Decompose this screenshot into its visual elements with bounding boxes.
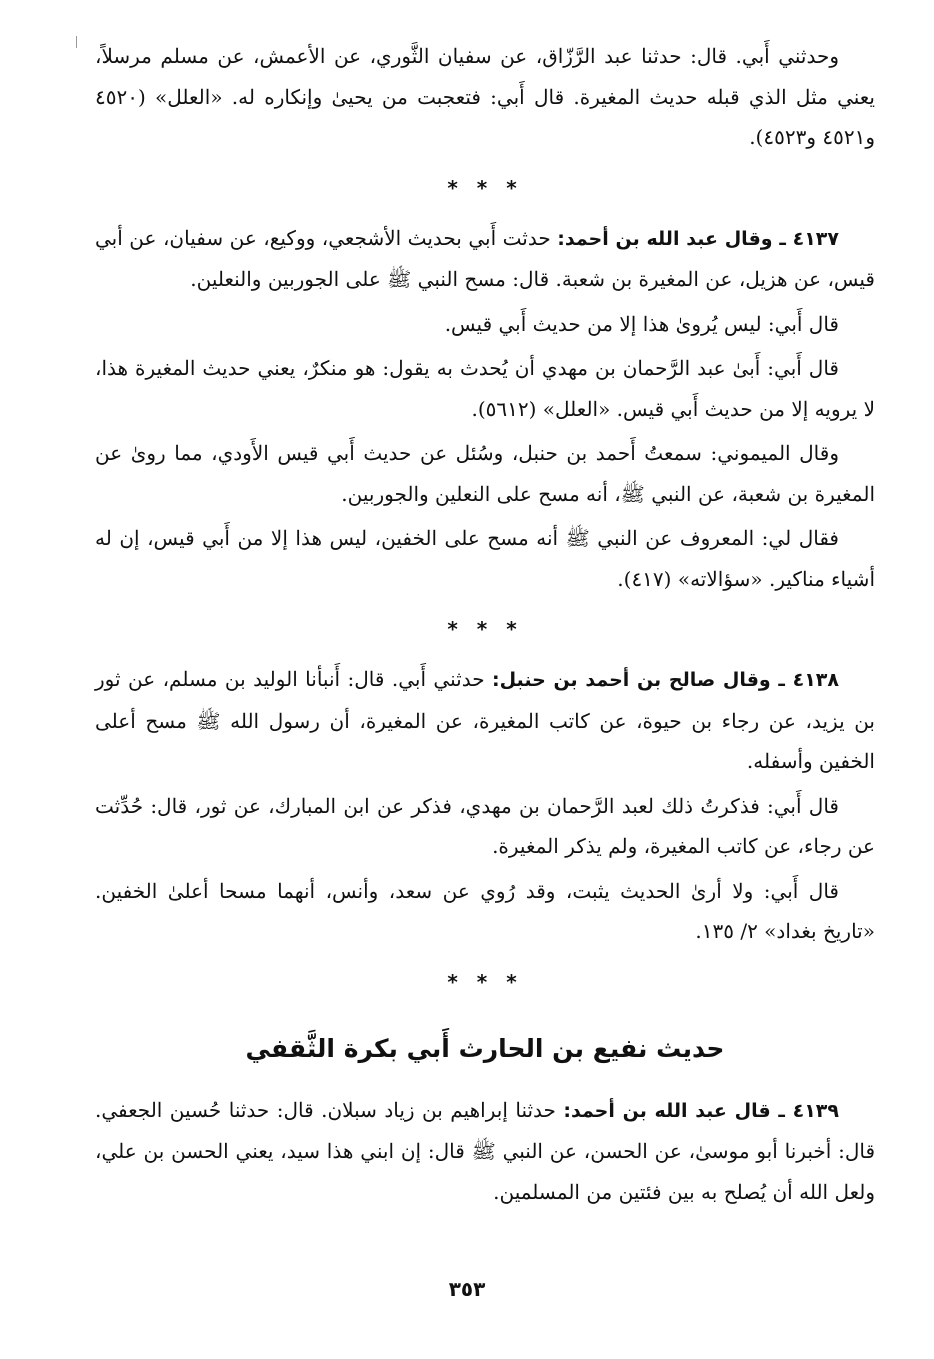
entry-4138-lead: ٤١٣٨ ـ وقال صالح بن أحمد بن حنبل:: [492, 669, 839, 691]
page-number: ٣٥٣: [448, 1277, 486, 1301]
section-separator: * * *: [447, 175, 523, 200]
entry-4138-text: حدثني أَبي. قال: أَنبأنا الوليد بن مسلم، عن ثور بن يزيد، عن رجاء بن حيوة، عن كاتب المغيرة، عن المغيرة، أن رسول الله ﷺ مسح أعلى الخفين وأسفله.: [95, 667, 875, 773]
entry-4139: [95, 1090, 875, 1213]
entry-4137-comment-1: قال أَبي: ليس يُروىٰ هذا إلا من حديث أَبي قيس.: [444, 311, 839, 336]
entry-4138: [95, 659, 875, 782]
entry-4137-lead: ٤١٣٧ ـ وقال عبد الله بن أحمد:: [557, 227, 839, 250]
chapter-heading: حديث نفيع بن الحارث أَبي بكرة الثَّقفي: [245, 1033, 725, 1063]
margin-mark: [76, 36, 77, 48]
entry-4139-text: حدثنا إبراهيم بن زياد سبلان. قال: حدثنا حُسين الجعفي. قال: أخبرنا أبو موسىٰ، عن الحسن، عن النبي ﷺ قال: إن ابني هذا سيد، يعني الحسن بن علي، ولعل الله أن يُصلح به بين فئتين من المسلمين.: [95, 1097, 876, 1204]
section-separator: * * *: [447, 969, 523, 994]
section-separator: * * *: [447, 617, 523, 641]
entry-4139-lead: ٤١٣٩ ـ قال عبد الله بن أحمد:: [563, 1099, 839, 1122]
entry-4138-comment-2: قال أَبي: ولا أرىٰ الحديث يثبت، وقد رُوي عن سعد، وأنس، أنهما مسحا أعلىٰ الخفين. «تاريخ بغداد» ٢/ ١٣٥.: [95, 878, 875, 943]
entry-4137-comment-2: قال أَبي: أَبىٰ عبد الرَّحمان بن مهدي أن يُحدث به يقول: هو منكرٌ، يعني حديث المغيرة هذا، لا يرويه إلا من حديث أَبي قيس. «العلل» (٥٦١٢).: [95, 356, 875, 421]
entry-4137-comment-4: فقال لي: المعروف عن النبي ﷺ أنه مسح على الخفين، ليس هذا إلا من أَبي قيس، إن له أشياء مناكير. «سؤالاته» (٤١٧).: [95, 526, 875, 591]
entry-4137-text: حدثت أَبي بحديث الأشجعي، ووكيع، عن سفيان، عن أبي قيس، عن هزيل، عن المغيرة بن شعبة. قال: مسح النبي ﷺ على الجوربين والنعلين.: [95, 225, 875, 291]
page-body: [95, 36, 875, 1212]
entry-4138-comment-1: قال أَبي: فذكرتُ ذلك لعبد الرَّحمان بن مهدي، فذكر عن ابن المبارك، عن ثور، قال: حُدِّثت عن رجاء، عن كاتب المغيرة، ولم يذكر المغيرة.: [95, 793, 875, 858]
paragraph-intro: وحدثني أَبي. قال: حدثنا عبد الرَّزّاق، عن سفيان الثَّوري، عن الأعمش، عن مسلم مرسلاً، يعني مثل الذي قبله حديث المغيرة. قال أَبي: فتعجبت من يحيىٰ وإنكاره له. «العلل» (٤٥٢٠ و٤٥٢١ و٤٥٢٣).: [95, 44, 875, 149]
entry-4137-comment-3: وقال الميموني: سمعتُ أَحمد بن حنبل، وسُئل عن حديث أَبي قيس الأَودي، مما روىٰ عن المغيرة بن شعبة، عن النبي ﷺ، أنه مسح على النعلين والجوربين.: [95, 441, 875, 506]
entry-4137: [95, 218, 875, 300]
